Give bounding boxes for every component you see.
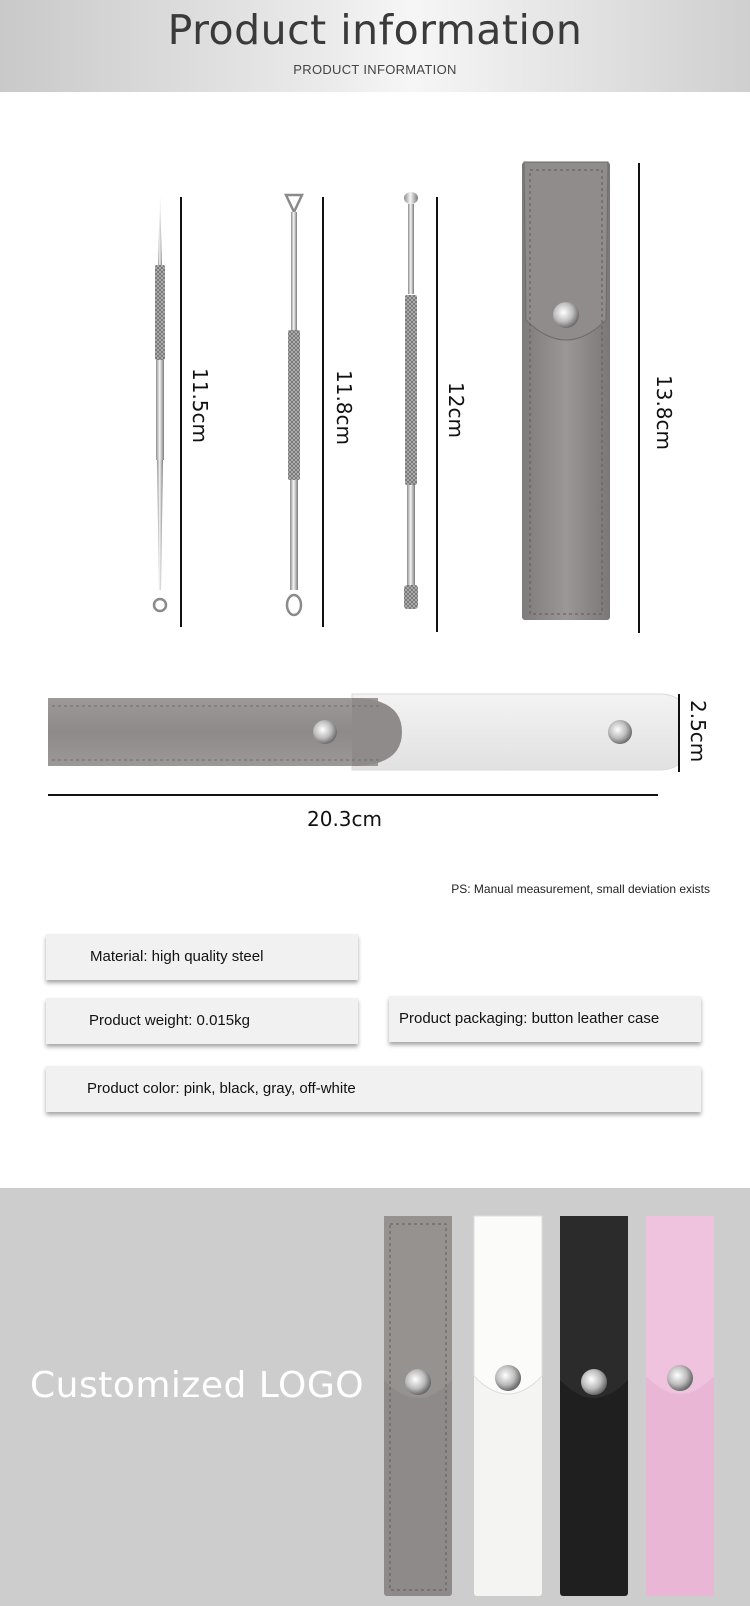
spec-material-text: Material: high quality steel <box>90 948 264 965</box>
measure-line-tool1 <box>180 197 182 627</box>
color-cases-illustration <box>370 1210 730 1602</box>
open-case-width-label: 20.3cm <box>307 807 383 831</box>
measure-line-width <box>48 794 658 796</box>
page-title: Product information <box>167 6 583 54</box>
measure-line-thickness <box>678 694 680 772</box>
spec-packaging <box>389 996 701 1042</box>
open-case-height-label: 2.5cm <box>686 700 710 763</box>
white-case <box>474 1216 542 1596</box>
tool1-length-label: 11.5cm <box>188 368 212 444</box>
spoon-tool <box>404 192 418 609</box>
needle-tool <box>154 195 166 611</box>
spec-color <box>46 1066 701 1112</box>
page-subtitle: PRODUCT INFORMATION <box>293 62 457 77</box>
tool3-length-label: 12cm <box>444 382 468 438</box>
custom-logo-text: Customized LOGO <box>30 1365 365 1406</box>
black-case <box>560 1216 628 1596</box>
measurement-note: PS: Manual measurement, small deviation exists <box>451 882 710 896</box>
case-height-label: 13.8cm <box>652 375 676 451</box>
tool2-length-label: 11.8cm <box>332 370 356 446</box>
gray-case <box>384 1216 452 1596</box>
leather-case <box>522 162 610 620</box>
measure-line-case <box>638 163 640 633</box>
spec-material <box>46 934 358 980</box>
measure-line-tool3 <box>436 197 438 632</box>
spec-weight-text: Product weight: 0.015kg <box>89 1012 250 1029</box>
loop-tool <box>286 195 302 615</box>
open-case-illustration <box>40 688 680 778</box>
pink-case <box>646 1216 714 1596</box>
spec-color-text: Product color: pink, black, gray, off-white <box>87 1080 356 1097</box>
measure-line-tool2 <box>322 197 324 627</box>
spec-weight <box>46 998 358 1044</box>
spec-packaging-text: Product packaging: button leather case <box>399 1010 660 1027</box>
header-banner <box>0 0 750 92</box>
